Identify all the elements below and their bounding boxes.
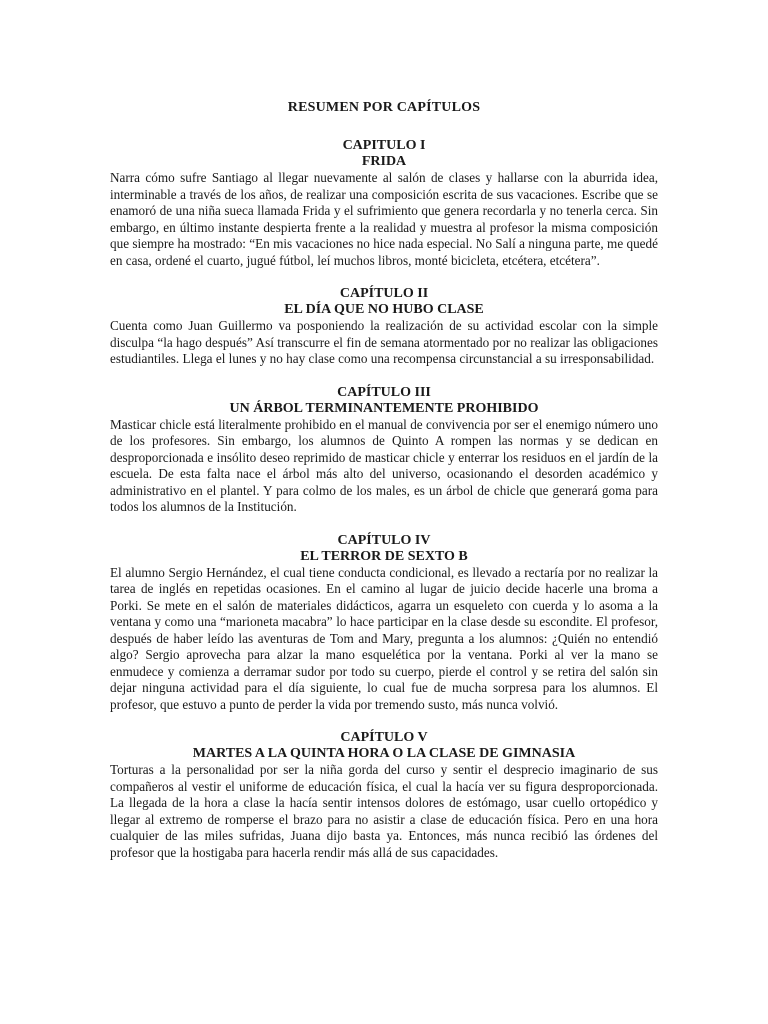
chapter-summary: El alumno Sergio Hernández, el cual tiene conducta condicional, es llevado a rectaría por no realizar la tarea de inglés en repetidas ocasiones. En el camino al lugar de juicio decide hacerle una broma a Porki. Se mete en el salón de materiales didácticos, agarra un esqueleto con cuerda y lo asoma a la ventana y como una “marioneta macabra” lo hace participar en la clase desde su escondite. El profesor, después de haber leído las aventuras de Tom and Mary, pregunta a los alumnos: ¿Quién no entendió algo? Sergio aprovecha para alzar la mano esquelética por la ventana. Porki al ver la mano se enmudece y comienza a derramar sudor por todo su cuerpo, pierde el control y se retira del salón sin dejar ninguna actividad para el día siguiente, lo cual fue de mucha sorpresa para los alumnos. El profesor, que estuvo a punto de perder la vida por tremendo susto, más nunca volvió. [110,564,658,712]
chapter-summary: Cuenta como Juan Guillermo va posponiendo la realización de su actividad escolar con la simple disculpa “la hago después” Así transcurre el fin de semana atormentado por no realizar las obligaciones estudiantiles. Llega el lunes y no hay clase como una recompensa circunstancial a su irresponsabilidad. [110,318,658,366]
document-page [110,100,658,878]
chapter-number: CAPÍTULO II [339,286,429,301]
chapter-summary: Masticar chicle está literalmente prohibido en el manual de convivencia por ser el enemigo número uno de los profesores. Sin embargo, los alumnos de Quinto A rompen las normas y se dedican en desproporcionada e insólito deseo reprimido de masticar chicle y enterrar los residuos en el jardín de la escuela. De esta falta nace el árbol más alto del universo, ocasionando el desorden académico y administrativo en el plantel. Y para colmo de los males, es un árbol de chicle que generará goma para todos los alumnos de la Institución. [110,416,658,514]
chapter-number: CAPÍTULO V [340,730,428,745]
chapter-number: CAPÍTULO III [337,384,431,400]
chapter-1 [110,138,658,269]
chapter-title: UN ÁRBOL TERMINANTEMENTE PROHIBIDO [229,400,539,416]
chapter-4 [110,533,658,714]
chapter-number: CAPÍTULO IV [337,532,431,548]
chapter-2 [110,286,658,368]
chapter-title: FRIDA [361,154,407,169]
chapter-summary: Narra cómo sufre Santiago al llegar nuevamente al salón de clases y hallarse con la aburrida idea, interminable a través de los años, de realizar una composición escrita de sus vacaciones. Escribe que se enamoró de una niña sueca llamada Frida y el sufrimiento que genera recordarla y no tenerla cerca. Sin embargo, en último instante despierta frente a la realidad y muestra al profesor la misma composición que siempre ha mostrado: “En mis vacaciones no hice nada especial. No Salí a ninguna parte, me quedé en casa, ordené el cuarto, jugué fútbol, leí muchos libros, monté bicicleta, etcétera, etcétera”. [110,170,658,268]
chapter-summary: Torturas a la personalidad por ser la niña gorda del curso y sentir el desprecio imaginario de sus compañeros al vestir el uniforme de educación física, el cual la hacía ver su figura desproporcionada. La llegada de la hora a clase la hacía sentir intensos dolores de estómago, usar cuello ortopédico y llegar al extremo de romperse el brazo para no asistir a clase de educación física. Pero en una hora cualquier de las miles sufridas, Juana dijo basta ya. Entonces, más nunca recibió las órdenes del profesor que la hostigaba para hacerla rendir más allá de sus capacidades. [110,762,658,860]
chapter-3 [110,385,658,516]
document-title: RESUMEN POR CAPÍTULOS [287,100,481,115]
chapter-number: CAPITULO I [342,138,426,153]
chapter-title: EL DÍA QUE NO HUBO CLASE [284,302,484,317]
chapter-5 [110,730,658,861]
chapter-title: EL TERROR DE SEXTO B [300,548,468,564]
chapter-title: MARTES A LA QUINTA HORA O LA CLASE DE GIMNASIA [192,746,576,761]
